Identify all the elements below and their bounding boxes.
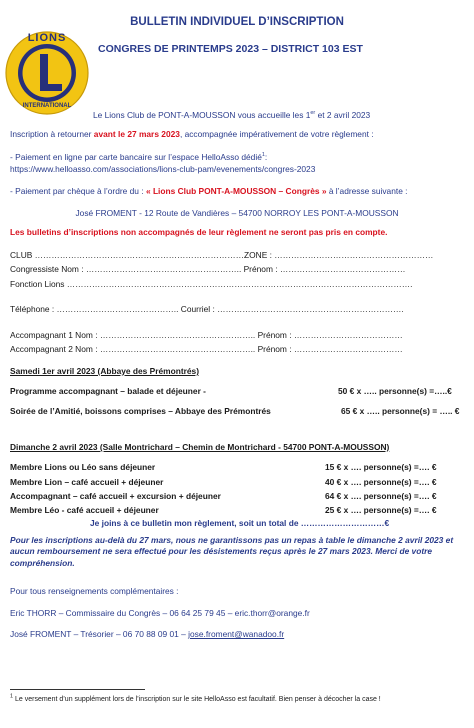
item-label: Programme accompagnant – balade et déjeuner -: [10, 386, 206, 396]
saturday-heading: Samedi 1er avril 2023 (Abbaye des Prémontrés): [10, 366, 199, 376]
item-label: Membre Léo - café accueil + déjeuner: [10, 505, 159, 515]
jose-email-link[interactable]: jose.froment@wanadoo.fr: [188, 629, 285, 639]
item-label: Membre Lions ou Léo sans déjeuner: [10, 462, 156, 472]
contact-jose: José FROMENT – Trésorier – 06 70 88 09 01 – jose.froment@wanadoo.fr: [10, 629, 285, 639]
footnote-divider: [10, 689, 145, 690]
welcome-line: Le Lions Club de PONT-A-MOUSSON vous accueille les 1er et 2 avril 2023: [93, 110, 371, 120]
footnote: $^1$ Le versement d’un supplément lors de l’inscription sur le site HelloAsso est facultatif. Bien penser à décocher la case !: [10, 693, 381, 703]
accompagnant2-field[interactable]: Accompagnant 2 Nom : ……………………………………………….. Prénom : …………………………………: [10, 344, 403, 354]
congressiste-field[interactable]: Congressiste Nom : ……………………………………………….. Prénom : ………………………………………: [10, 264, 406, 274]
logo-top-text: LIONS: [27, 32, 67, 44]
club-field[interactable]: CLUB …………………………………………………………………ZONE : …………………………………………………: [10, 250, 434, 260]
item-label: Membre Lion – café accueil + déjeuner: [10, 477, 164, 487]
sunday-item: [10, 477, 465, 487]
contacts-heading: Pour tous renseignements complémentaires :: [10, 586, 179, 596]
sunday-item: [10, 505, 465, 515]
item-label: Accompagnant – café accueil + excursion + déjeuner: [10, 491, 221, 501]
lions-logo: [4, 30, 90, 116]
sunday-heading: Dimanche 2 avril 2023 (Salle Montrichard – Chemin de Montrichard - 54700 PONT-A-MOUSSON): [10, 442, 390, 452]
item-price[interactable]: 64 € x …. personne(s) =…. €: [325, 491, 437, 501]
saturday-item: [10, 406, 465, 416]
cheque-address: José FROMENT - 12 Route de Vandières – 54700 NORROY LES PONT-A-MOUSSON: [75, 208, 399, 218]
sunday-item: [10, 462, 465, 472]
return-line: Inscription à retourner avant le 27 mars 2023, accompagnée impérativement de votre règlement :: [10, 129, 374, 139]
item-price[interactable]: 50 € x ….. personne(s) =…..€: [338, 386, 452, 396]
fonction-field[interactable]: Fonction Lions …………………………………………………………………………………………………………….: [10, 279, 413, 289]
warning-text: Les bulletins d’inscriptions non accompagnés de leur règlement ne seront pas pris en compte.: [10, 227, 388, 237]
telephone-field[interactable]: Téléphone : …………………………………….. Courriel : ………………………………………………………….: [10, 304, 404, 314]
logo-bottom-text: INTERNATIONAL: [22, 103, 72, 109]
page-subtitle: CONGRES DE PRINTEMPS 2023 – DISTRICT 103 EST: [98, 43, 363, 55]
cheque-payment: - Paiement par chèque à l’ordre du : « Lions Club PONT-A-MOUSSON – Congrès » à l’adresse suivante :: [10, 186, 408, 196]
contact-eric: Eric THORR – Commissaire du Congrès – 06 64 25 79 45 – eric.thorr@orange.fr: [10, 608, 310, 618]
item-price[interactable]: 40 € x …. personne(s) =…. €: [325, 477, 437, 487]
item-price[interactable]: 15 € x …. personne(s) =…. €: [325, 462, 437, 472]
sunday-item: [10, 491, 465, 501]
item-price[interactable]: 65 € x ….. personne(s) = ….. €: [341, 406, 460, 416]
late-registration-notice: Pour les inscriptions au-delà du 27 mars, nous ne garantissons pas un repas à table le dimanche 2 avril 2023 et aucun remboursement ne sera effectué pour les désistements reçus après le 27 mars 2023. Merci de votre compréhension.: [10, 535, 454, 568]
saturday-item: [10, 386, 465, 396]
accompagnant1-field[interactable]: Accompagnant 1 Nom : ……………………………………………….. Prénom : …………………………………: [10, 330, 403, 340]
item-label: Soirée de l’Amitié, boissons comprises – Abbaye des Prémontrés: [10, 406, 271, 416]
cheque-order: « Lions Club PONT-A-MOUSSON – Congrès »: [145, 186, 327, 196]
item-price[interactable]: 25 € x …. personne(s) =…. €: [325, 505, 437, 515]
online-payment: - Paiement en ligne par carte bancaire sur l’espace HelloAsso dédié$^1$:: [10, 152, 268, 162]
return-deadline: avant le 27 mars 2023: [93, 129, 180, 139]
total-line[interactable]: Je joins à ce bulletin mon règlement, soit un total de …………………………€: [90, 518, 390, 528]
helloasso-url[interactable]: https://www.helloasso.com/associations/lions-club-pam/evenements/congres-2023: [10, 164, 316, 174]
page-title: BULLETIN INDIVIDUEL D’INSCRIPTION: [130, 16, 344, 28]
